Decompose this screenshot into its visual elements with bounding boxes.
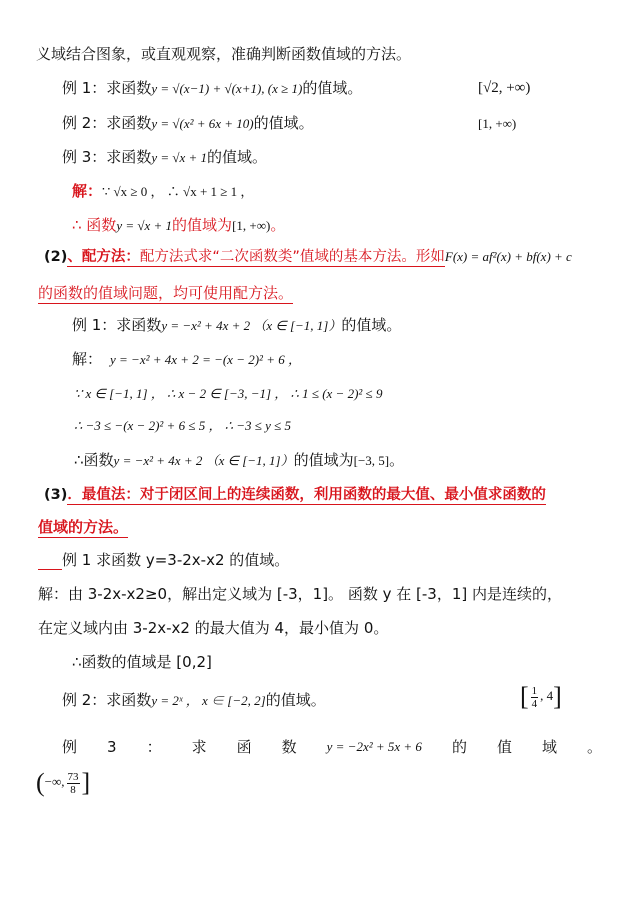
example-1-suffix: 的值域。 [302, 79, 363, 97]
example-2-label: 例 2：求函数 [62, 114, 152, 132]
answer-tail: , 4 [540, 687, 554, 703]
section-3-example-3-answer: (−∞, $\frac{73}{8}$ ] [36, 768, 91, 797]
solution-3-end: 。 [270, 216, 286, 234]
section-3-solution-3: ∴函数的值域是 [0,2] [72, 653, 212, 671]
example-1-formula: y = √(x−1) + √(x+1), (x ≥ 1) [151, 81, 303, 96]
section-2-solution-2: ∵ x ∈ [−1, 1] ， ∴ x − 2 ∈ [−3, −1] ， ∴ 1 ≤ (x − 2)² ≤ 9 [74, 386, 383, 401]
section-2-solution-4 [74, 450, 404, 471]
example-1-answer: [√2, +∞) [478, 80, 531, 96]
solution-label: 解： [72, 182, 103, 200]
answer-denominator: 8 [70, 783, 76, 796]
section-2-solution-4-prefix: ∴函数 [74, 451, 114, 469]
section-2-example-label: 例 1：求函数 [72, 316, 162, 334]
section-2-description: 配方法式求“二次函数类”值域的基本方法。形如 [139, 249, 445, 265]
example-3-formula: y = −2x² + 5x + 6 [326, 738, 422, 754]
section-2-line-2 [38, 283, 293, 303]
example-3-char: 3 [107, 737, 117, 756]
answer-head: −∞, [44, 773, 65, 789]
section-2-title: 、配方法： [67, 249, 140, 265]
section-3-example-2-answer: [ $\frac{1}{4}$ , 4] [520, 682, 562, 711]
example-3-formula: y = √x + 1 [151, 150, 208, 165]
example-3-char: 函 [236, 738, 252, 756]
solution-3-mid: 的值域为 [172, 216, 233, 234]
example-3-suffix: 的值域。 [207, 148, 268, 166]
section-2-example-formula: y = −x² + 4x + 2 （x ∈ [−1, 1]） [161, 318, 342, 333]
section-3-description: 对于闭区间上的连续函数，利用函数的最大值、最小值求函数的 [139, 487, 546, 503]
section-3-example-2 [62, 690, 326, 711]
section-2-solution-1-math: y = −x² + 4x + 2 = −(x − 2)² + 6 ， [110, 352, 301, 367]
solution-3-prefix: ∴ 函数 [72, 216, 117, 234]
section-2-solution-3: ∴ −3 ≤ −(x − 2)² + 6 ≤ 5 ， ∴ −3 ≤ y ≤ 5 [74, 418, 292, 433]
example-3-char: 。 [586, 738, 602, 756]
section-3-line-2 [38, 517, 128, 537]
section-2-solution-4-end: 。 [389, 451, 405, 469]
section-2-solution-4-math: y = −x² + 4x + 2 （x ∈ [−1, 1]） [113, 453, 294, 468]
example-1 [62, 78, 362, 99]
section-3-number: (3) [44, 487, 68, 503]
answer-numerator: 73 [67, 770, 79, 783]
section-2-solution-label: 解： [72, 350, 103, 368]
section-3-heading [44, 485, 546, 505]
intro-text: 义域结合图象，或直观观察，准确判断函数值域的方法。 [36, 45, 412, 63]
section-3-solution-1: 解：由 3-2x-x2≥0，解出定义域为 [-3，1]。 函数 y 在 [-3，1] 内是连续的， [38, 585, 562, 603]
example-1-label: 例 1：求函数 [62, 79, 152, 97]
section-2-formula: F(x) = af²(x) + bf(x) + c [444, 249, 572, 264]
section-3-title: ．最值法： [67, 487, 140, 503]
answer-denominator: 4 [531, 697, 538, 710]
solution-3-math: ∵ √x ≥ 0 ， ∴ √x + 1 ≥ 1 ， [102, 184, 254, 199]
solution-3-line-2 [72, 215, 285, 236]
example-3-char: ： [146, 738, 162, 756]
solution-3-range: [1, +∞) [232, 218, 271, 233]
example-2-answer: [1, +∞) [478, 116, 517, 131]
solution-3-formula: y = √x + 1 [116, 218, 173, 233]
section-3-example-2-formula: y = 2ˣ ， x ∈ [−2, 2] [151, 693, 266, 708]
example-3-char: 数 [281, 738, 297, 756]
example-2-formula: y = √(x² + 6x + 10) [151, 116, 254, 131]
section-3-line-2-text: 值域的方法。 [38, 518, 129, 536]
section-3-example-2-label: 例 2：求函数 [62, 691, 152, 709]
section-2-example-suffix: 的值域。 [341, 316, 402, 334]
example-3-char: 例 [62, 738, 78, 756]
section-3-example-3 [62, 736, 602, 757]
example-3-label: 例 3：求函数 [62, 148, 152, 166]
section-2-solution-1 [72, 349, 301, 370]
example-2-suffix: 的值域。 [253, 114, 314, 132]
section-3-solution-2: 在定义域内由 3-2x-x2 的最大值为 4，最小值为 0。 [38, 619, 389, 637]
section-2-solution-4-mid: 的值域为 [293, 451, 354, 469]
answer-numerator: 1 [531, 684, 538, 697]
underline-blank [38, 555, 62, 570]
section-3-example-1 [38, 550, 289, 570]
example-3-char: 的 [451, 738, 467, 756]
example-3-char: 域 [541, 738, 557, 756]
example-2 [62, 113, 314, 134]
section-2-solution-4-range: [−3, 5] [353, 453, 390, 468]
example-3 [62, 147, 267, 168]
section-2-heading [44, 247, 572, 267]
example-3-char: 值 [496, 738, 512, 756]
section-2-number: (2) [44, 249, 68, 265]
section-3-example-2-suffix: 的值域。 [265, 691, 326, 709]
section-2-line-2-text: 的函数的值域问题，均可使用配方法。 [38, 284, 294, 302]
section-2-example [72, 315, 401, 336]
section-3-example-1-label: 例 1 求函数 y=3-2x-x2 的值域。 [62, 551, 290, 569]
example-3-char: 求 [191, 738, 207, 756]
solution-3-line-1 [72, 181, 253, 202]
